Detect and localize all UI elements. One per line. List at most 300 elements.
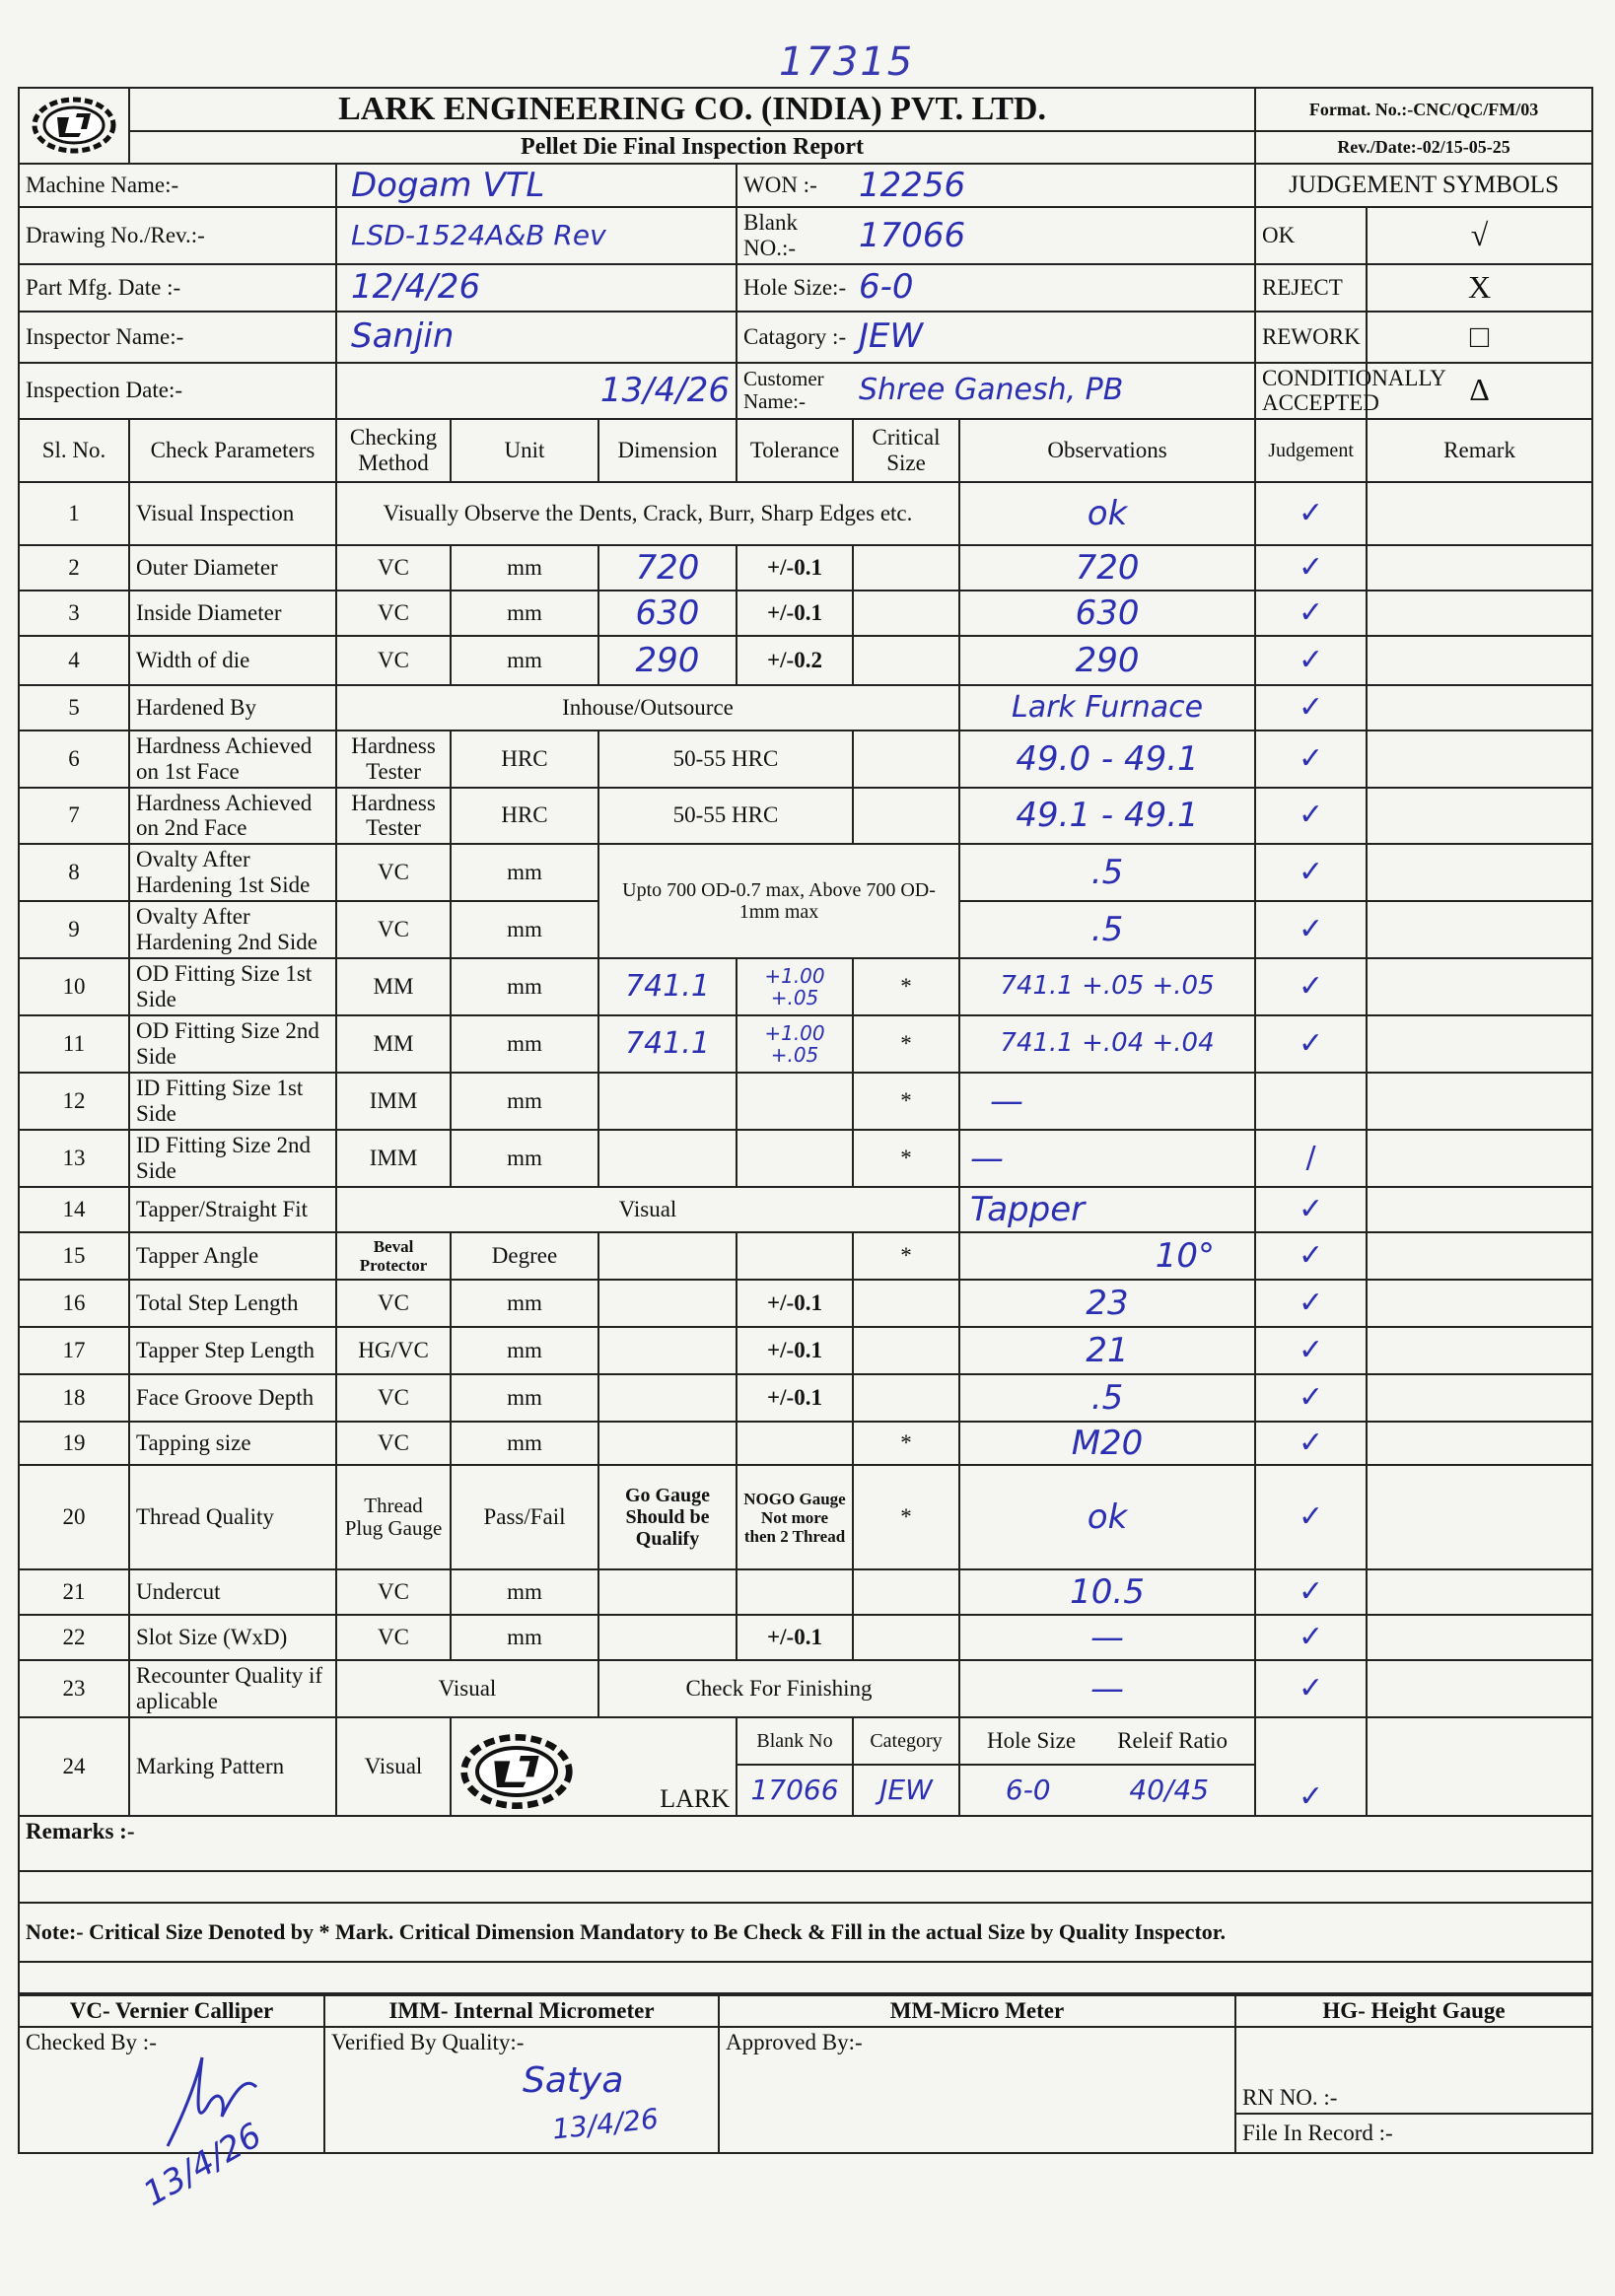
row-sl: 13 — [19, 1130, 129, 1187]
machine-name-label: Machine Name:- — [19, 164, 336, 207]
row-tolerance: +/-0.1 — [737, 1327, 853, 1374]
row-observation: M20 — [959, 1422, 1255, 1465]
table-row — [19, 1422, 1592, 1465]
row-param: OD Fitting Size 1st Side — [129, 958, 336, 1015]
row-judgement: ✓ — [1255, 1660, 1367, 1717]
row-param: Hardness Achieved on 1st Face — [129, 731, 336, 788]
marking-category-value: JEW — [853, 1765, 959, 1816]
marking-logo-text: LARK — [660, 1784, 730, 1813]
hole-size-label: Hole Size:- — [737, 264, 853, 312]
row-critical: * — [853, 1422, 959, 1465]
row-method: VC — [336, 1422, 451, 1465]
verified-by-date: 13/4/26 — [550, 2102, 661, 2146]
category-value: JEW — [853, 312, 1255, 363]
row-critical: * — [853, 1130, 959, 1187]
row-judgement: ✓ — [1255, 958, 1367, 1015]
drawing-no-label: Drawing No./Rev.:- — [19, 207, 336, 264]
row-observation: ok — [959, 1465, 1255, 1569]
row-unit: mm — [451, 844, 598, 901]
row-remark — [1367, 482, 1592, 545]
marking-category-header: Category — [853, 1717, 959, 1765]
row-sl: 3 — [19, 591, 129, 636]
table-row — [19, 1073, 1592, 1130]
row-unit: mm — [451, 901, 598, 958]
row-judgement: ✓ — [1255, 1374, 1367, 1422]
row-spec: Visual — [336, 1187, 959, 1232]
row-tolerance: +1.00 +.05 — [737, 958, 853, 1015]
row-sl: 5 — [19, 685, 129, 731]
row-sl: 23 — [19, 1660, 129, 1717]
marking-hole-relief-headers — [959, 1717, 1255, 1765]
row-sl: 15 — [19, 1232, 129, 1280]
table-row — [19, 591, 1592, 636]
table-row — [19, 1569, 1592, 1615]
row-sl: 6 — [19, 731, 129, 788]
row-param: Hardness Achieved on 2nd Face — [129, 788, 336, 845]
col-tolerance: Tolerance — [737, 419, 853, 482]
row-dimension — [598, 1073, 737, 1130]
approved-by-label: Approved By:- — [726, 2030, 863, 2055]
marking-hole-relief-values — [959, 1765, 1255, 1816]
row-critical — [853, 545, 959, 591]
row-tolerance: +/-0.1 — [737, 1374, 853, 1422]
row-judgement: ✓ — [1255, 545, 1367, 591]
row-spec: Inhouse/Outsource — [336, 685, 959, 731]
inspection-date-label: Inspection Date:- — [19, 363, 336, 420]
table-row — [19, 1327, 1592, 1374]
row-judgement: ✓ — [1255, 685, 1367, 731]
row-remark — [1367, 1465, 1592, 1569]
lark-gear-logo-icon — [457, 1730, 576, 1813]
row-judgement: ✓ — [1255, 591, 1367, 636]
row-dimension: 630 — [598, 591, 737, 636]
row-unit: mm — [451, 958, 598, 1015]
row-remark — [1367, 1232, 1592, 1280]
row-dimension — [598, 1327, 737, 1374]
row-param: ID Fitting Size 2nd Side — [129, 1130, 336, 1187]
row-remark — [1367, 788, 1592, 845]
row-unit: mm — [451, 1327, 598, 1374]
row-remark — [1367, 1615, 1592, 1660]
table-row — [19, 1660, 1592, 1717]
row-sl: 4 — [19, 636, 129, 685]
row-param: Recounter Quality if aplicable — [129, 1660, 336, 1717]
row-unit: mm — [451, 1569, 598, 1615]
row-method: Hardness Tester — [336, 788, 451, 845]
row-judgement: / — [1255, 1130, 1367, 1187]
row-method: HG/VC — [336, 1327, 451, 1374]
row-sl: 8 — [19, 844, 129, 901]
inspector-name-value: Sanjin — [336, 312, 737, 363]
row-tolerance: +/-0.1 — [737, 545, 853, 591]
row-spec: 50-55 HRC — [598, 788, 853, 845]
row-observation: 290 — [959, 636, 1255, 685]
judgement-rework-label: REWORK — [1255, 312, 1367, 363]
row-critical — [853, 591, 959, 636]
row-method: MM — [336, 958, 451, 1015]
customer-name-label: Customer Name:- — [737, 363, 853, 420]
row-remark — [1367, 591, 1592, 636]
row-sl: 9 — [19, 901, 129, 958]
checked-by-cell — [19, 2027, 324, 2215]
verified-by-label: Verified By Quality:- — [331, 2030, 525, 2055]
row-judgement: ✓ — [1255, 1280, 1367, 1327]
won-value: 12256 — [853, 164, 1255, 207]
row-unit: mm — [451, 636, 598, 685]
table-row — [19, 636, 1592, 685]
inspection-table — [18, 87, 1593, 1994]
row-param: Total Step Length — [129, 1280, 336, 1327]
row-critical — [853, 731, 959, 788]
verified-by-cell — [324, 2027, 719, 2153]
row-tolerance: +/-0.2 — [737, 636, 853, 685]
row-sl: 20 — [19, 1465, 129, 1569]
row-unit: mm — [451, 1615, 598, 1660]
judgement-rework-symbol: □ — [1367, 312, 1592, 363]
rn-no-label: RN NO. :- — [1235, 2027, 1592, 2114]
blank-no-value: 17066 — [853, 207, 1255, 264]
row-method: MM — [336, 1015, 451, 1073]
row-method: Thread Plug Gauge — [336, 1465, 451, 1569]
marking-relief-ratio-value: 40/45 — [1129, 1774, 1210, 1807]
row-spec: Visual — [336, 1660, 598, 1717]
row-unit: mm — [451, 591, 598, 636]
row-dimension — [598, 1374, 737, 1422]
row-method: Visual — [336, 1717, 451, 1816]
row-critical: * — [853, 1073, 959, 1130]
row-judgement: ✓ — [1255, 1015, 1367, 1073]
row-sl: 16 — [19, 1280, 129, 1327]
row-remark — [1367, 958, 1592, 1015]
row-unit: mm — [451, 1374, 598, 1422]
row-observation: 741.1 +.04 +.04 — [959, 1015, 1255, 1073]
row-dimension: Go Gauge Should be Qualify — [598, 1465, 737, 1569]
report-title: Pellet Die Final Inspection Report — [129, 131, 1255, 164]
row-method: VC — [336, 1569, 451, 1615]
row-spec: Upto 700 OD-0.7 max, Above 700 OD-1mm max — [598, 844, 959, 958]
table-row — [19, 1615, 1592, 1660]
row-param: Hardened By — [129, 685, 336, 731]
table-row — [19, 482, 1592, 545]
row-method: Beval Protector — [336, 1232, 451, 1280]
row-critical: * — [853, 1015, 959, 1073]
row-method: VC — [336, 844, 451, 901]
row-param: Outer Diameter — [129, 545, 336, 591]
row-remark — [1367, 685, 1592, 731]
row-param: Tapper Step Length — [129, 1327, 336, 1374]
judgement-reject-symbol: X — [1367, 264, 1592, 312]
approved-by-cell — [719, 2027, 1235, 2153]
row-method: VC — [336, 636, 451, 685]
table-row — [19, 1717, 1592, 1765]
row-judgement: ✓ — [1255, 844, 1367, 901]
row-unit: Pass/Fail — [451, 1465, 598, 1569]
company-name: LARK ENGINEERING CO. (INDIA) PVT. LTD. — [129, 88, 1255, 131]
row-sl: 10 — [19, 958, 129, 1015]
checked-by-label: Checked By :- — [26, 2030, 157, 2055]
table-row — [19, 958, 1592, 1015]
row-observation: — — [959, 1130, 1255, 1187]
row-sl: 19 — [19, 1422, 129, 1465]
row-remark — [1367, 1187, 1592, 1232]
row-param: Width of die — [129, 636, 336, 685]
row-observation: 21 — [959, 1327, 1255, 1374]
row-dimension: 741.1 — [598, 958, 737, 1015]
row-critical — [853, 1374, 959, 1422]
row-judgement: ✓ — [1255, 901, 1367, 958]
row-dimension — [598, 1422, 737, 1465]
row-unit: Degree — [451, 1232, 598, 1280]
row-method: VC — [336, 1374, 451, 1422]
row-param: Thread Quality — [129, 1465, 336, 1569]
row-observation: 741.1 +.05 +.05 — [959, 958, 1255, 1015]
row-sl: 21 — [19, 1569, 129, 1615]
row-tolerance — [737, 1232, 853, 1280]
row-param: Slot Size (WxD) — [129, 1615, 336, 1660]
row-param: ID Fitting Size 1st Side — [129, 1073, 336, 1130]
inspector-name-label: Inspector Name:- — [19, 312, 336, 363]
blank-no-label: Blank NO.:- — [737, 207, 853, 264]
row-observation: ok — [959, 482, 1255, 545]
table-row — [19, 545, 1592, 591]
judgement-ok-label: OK — [1255, 207, 1367, 264]
row-tolerance — [737, 1130, 853, 1187]
table-row — [19, 1280, 1592, 1327]
remarks-label: Remarks :- — [19, 1816, 1592, 1871]
row-judgement: ✓ — [1255, 1422, 1367, 1465]
inspection-date-value: 13/4/26 — [336, 363, 737, 420]
marking-hole-size-value: 6-0 — [1005, 1774, 1051, 1807]
row-sl: 12 — [19, 1073, 129, 1130]
footer-table — [18, 1994, 1593, 2215]
row-param: Tapping size — [129, 1422, 336, 1465]
table-row — [19, 844, 1592, 901]
row-tolerance — [737, 1569, 853, 1615]
legend-vc: VC- Vernier Calliper — [19, 1995, 324, 2027]
row-judgement — [1255, 1073, 1367, 1130]
row-dimension: 741.1 — [598, 1015, 737, 1073]
row-dimension — [598, 1615, 737, 1660]
row-remark — [1367, 1130, 1592, 1187]
row-critical — [853, 788, 959, 845]
row-observation: Tapper — [959, 1187, 1255, 1232]
row-critical — [853, 1615, 959, 1660]
row-remark — [1367, 1015, 1592, 1073]
row-dimension — [598, 1280, 737, 1327]
row-tolerance: +/-0.1 — [737, 1280, 853, 1327]
row-param: Marking Pattern — [129, 1717, 336, 1816]
row-observation: 720 — [959, 545, 1255, 591]
row-observation: .5 — [959, 901, 1255, 958]
row-judgement: ✓ — [1255, 1615, 1367, 1660]
lark-gear-logo-icon — [30, 96, 118, 155]
table-row — [19, 1374, 1592, 1422]
legend-hg: HG- Height Gauge — [1235, 1995, 1592, 2027]
row-observation: — — [959, 1615, 1255, 1660]
row-param: Undercut — [129, 1569, 336, 1615]
row-observation: — — [959, 1073, 1255, 1130]
verified-by-signature: Satya — [523, 2060, 624, 2102]
row-sl: 7 — [19, 788, 129, 845]
row-critical: * — [853, 1465, 959, 1569]
row-tolerance — [737, 1073, 853, 1130]
col-dimension: Dimension — [598, 419, 737, 482]
col-unit: Unit — [451, 419, 598, 482]
row-observation: 49.0 - 49.1 — [959, 731, 1255, 788]
customer-name-value: Shree Ganesh, PB — [853, 363, 1255, 420]
row-unit: HRC — [451, 788, 598, 845]
table-row — [19, 1130, 1592, 1187]
row-remark — [1367, 636, 1592, 685]
judgement-conditional-symbol: Δ — [1367, 363, 1592, 420]
row-method: IMM — [336, 1130, 451, 1187]
revision-date: Rev./Date:-02/15-05-25 — [1255, 131, 1592, 164]
format-number: Format. No.:-CNC/QC/FM/03 — [1255, 88, 1592, 131]
judgement-symbols-title: JUDGEMENT SYMBOLS — [1255, 164, 1592, 207]
table-row — [19, 1232, 1592, 1280]
row-judgement: ✓ — [1255, 1232, 1367, 1280]
col-critical-size: Critical Size — [853, 419, 959, 482]
row-sl: 11 — [19, 1015, 129, 1073]
row-unit: mm — [451, 545, 598, 591]
row-judgement: ✓ — [1255, 1569, 1367, 1615]
judgement-ok-symbol: √ — [1367, 207, 1592, 264]
col-sl-no: Sl. No. — [19, 419, 129, 482]
judgement-conditional-label: CONDITIONALLY ACCEPTED — [1255, 363, 1367, 420]
row-critical: * — [853, 958, 959, 1015]
table-row — [19, 1187, 1592, 1232]
row-param: Ovalty After Hardening 2nd Side — [129, 901, 336, 958]
row-param: Tapper/Straight Fit — [129, 1187, 336, 1232]
row-param: Face Groove Depth — [129, 1374, 336, 1422]
marking-logo-cell — [451, 1717, 737, 1816]
marking-relief-ratio-header: Releif Ratio — [1117, 1728, 1228, 1754]
row-tolerance: NOGO Gauge Not more then 2 Thread — [737, 1465, 853, 1569]
marking-hole-size-header: Hole Size — [987, 1728, 1077, 1754]
category-label: Catagory :- — [737, 312, 853, 363]
row-method: VC — [336, 901, 451, 958]
row-judgement: ✓ — [1255, 482, 1367, 545]
row-dimension — [598, 1232, 737, 1280]
col-observations: Observations — [959, 419, 1255, 482]
row-param: Visual Inspection — [129, 482, 336, 545]
row-method: VC — [336, 1280, 451, 1327]
row-method: VC — [336, 1615, 451, 1660]
row-judgement: ✓ — [1255, 1327, 1367, 1374]
row-method: Hardness Tester — [336, 731, 451, 788]
row-judgement: ✓ — [1255, 1717, 1367, 1816]
inspection-report-sheet — [18, 87, 1591, 2215]
row-observation: 49.1 - 49.1 — [959, 788, 1255, 845]
row-tolerance: +1.00 +.05 — [737, 1015, 853, 1073]
col-check-parameters: Check Parameters — [129, 419, 336, 482]
checked-by-date: 13/4/26 — [136, 2116, 269, 2215]
row-observation: 10.5 — [959, 1569, 1255, 1615]
row-observation: 10° — [959, 1232, 1255, 1280]
table-row — [19, 685, 1592, 731]
row-unit: mm — [451, 1280, 598, 1327]
remarks-blank-line — [19, 1871, 1592, 1903]
row-sl: 2 — [19, 545, 129, 591]
row-remark — [1367, 1374, 1592, 1422]
note-spacer — [19, 1962, 1592, 1993]
row-dimension: 290 — [598, 636, 737, 685]
row-sl: 14 — [19, 1187, 129, 1232]
machine-name-value: Dogam VTL — [336, 164, 737, 207]
row-critical — [853, 1327, 959, 1374]
table-row — [19, 731, 1592, 788]
file-in-record-label: File In Record :- — [1235, 2114, 1592, 2153]
row-dimension: 720 — [598, 545, 737, 591]
row-observation: — — [959, 1660, 1255, 1717]
row-judgement: ✓ — [1255, 731, 1367, 788]
row-remark — [1367, 844, 1592, 901]
row-unit: mm — [451, 1130, 598, 1187]
row-remark — [1367, 1280, 1592, 1327]
row-remark — [1367, 1569, 1592, 1615]
col-judgement: Judgement — [1255, 419, 1367, 482]
col-remark: Remark — [1367, 419, 1592, 482]
row-critical — [853, 636, 959, 685]
hole-size-value: 6-0 — [853, 264, 1255, 312]
marking-blank-no-value: 17066 — [737, 1765, 853, 1816]
row-observation: Lark Furnace — [959, 685, 1255, 731]
critical-size-note: Note:- Critical Size Denoted by * Mark. Critical Dimension Mandatory to Be Check & Fill in the actual Size by Quality Inspector. — [19, 1903, 1592, 1962]
row-method: IMM — [336, 1073, 451, 1130]
row-dimension — [598, 1569, 737, 1615]
top-handwritten-number: 17315 — [779, 39, 915, 85]
won-label: WON :- — [737, 164, 853, 207]
table-row — [19, 788, 1592, 845]
row-remark — [1367, 1422, 1592, 1465]
part-mfg-date-label: Part Mfg. Date :- — [19, 264, 336, 312]
row-method: VC — [336, 545, 451, 591]
row-critical — [853, 1569, 959, 1615]
row-sl: 18 — [19, 1374, 129, 1422]
row-tolerance — [737, 1422, 853, 1465]
row-param: Ovalty After Hardening 1st Side — [129, 844, 336, 901]
row-critical — [853, 1280, 959, 1327]
row-observation: .5 — [959, 844, 1255, 901]
table-row — [19, 1465, 1592, 1569]
row-remark — [1367, 731, 1592, 788]
part-mfg-date-value: 12/4/26 — [336, 264, 737, 312]
row-tolerance: +/-0.1 — [737, 1615, 853, 1660]
row-param: OD Fitting Size 2nd Side — [129, 1015, 336, 1073]
row-remark — [1367, 545, 1592, 591]
row-critical: * — [853, 1232, 959, 1280]
drawing-no-value: LSD-1524A&B Rev — [336, 207, 737, 264]
row-observation: 23 — [959, 1280, 1255, 1327]
row-spec-2: Check For Finishing — [598, 1660, 959, 1717]
row-remark — [1367, 901, 1592, 958]
row-observation: .5 — [959, 1374, 1255, 1422]
row-sl: 24 — [19, 1717, 129, 1816]
row-unit: mm — [451, 1015, 598, 1073]
row-observation: 630 — [959, 591, 1255, 636]
row-spec: Visually Observe the Dents, Crack, Burr, Sharp Edges etc. — [336, 482, 959, 545]
row-param: Tapper Angle — [129, 1232, 336, 1280]
row-judgement: ✓ — [1255, 636, 1367, 685]
row-tolerance: +/-0.1 — [737, 591, 853, 636]
row-param: Inside Diameter — [129, 591, 336, 636]
marking-blank-no-header: Blank No — [737, 1717, 853, 1765]
row-dimension — [598, 1130, 737, 1187]
row-remark — [1367, 1073, 1592, 1130]
checked-by-signature-icon — [148, 2048, 266, 2166]
row-remark — [1367, 1660, 1592, 1717]
legend-imm: IMM- Internal Micrometer — [324, 1995, 719, 2027]
